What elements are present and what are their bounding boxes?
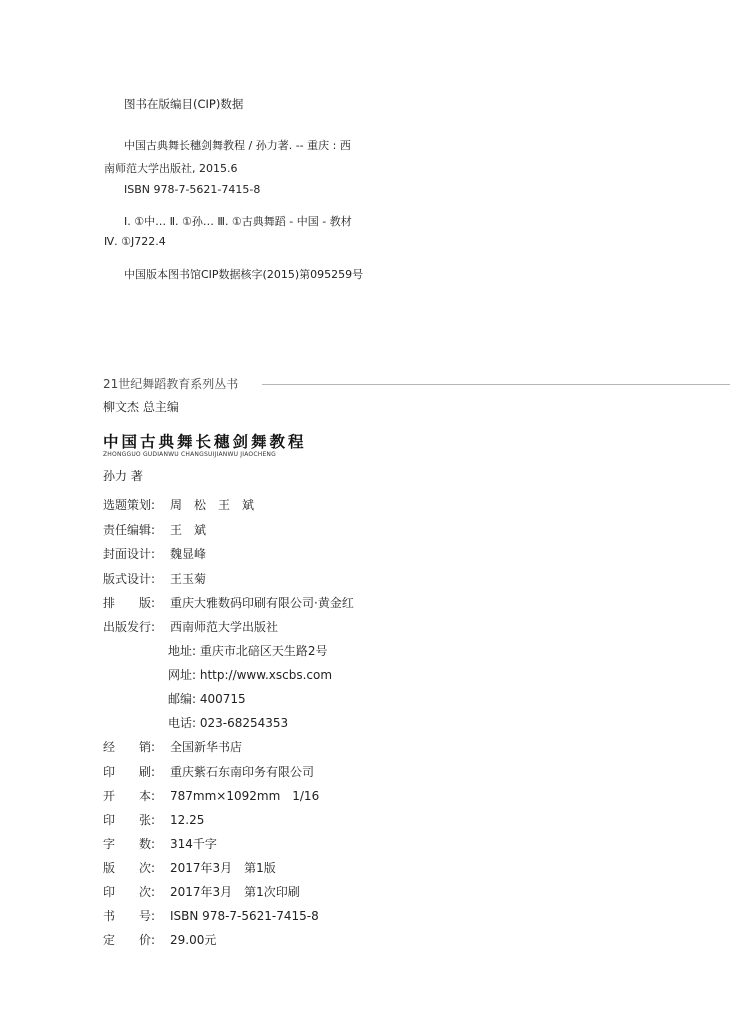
credit-label: 出版发行: — [103, 620, 156, 634]
spec-value: 全国新华书店 — [170, 740, 243, 754]
spec-row — [103, 883, 300, 900]
chief-editor: 柳文杰 总主编 — [103, 400, 179, 414]
spec-value: 2017年3月 第1次印刷 — [170, 885, 300, 899]
series-divider — [262, 384, 730, 385]
spec-label: 开 本: — [103, 789, 156, 803]
spec-label: 印 张: — [103, 813, 156, 827]
credit-label: 责任编辑: — [103, 523, 156, 537]
credit-label: 版式设计: — [103, 572, 156, 586]
spec-row — [103, 835, 217, 852]
cip-line-subjects: Ⅰ. ①中… Ⅱ. ①孙… Ⅲ. ①古典舞蹈 - 中国 - 教材 — [124, 215, 352, 228]
spec-row — [103, 907, 319, 924]
author: 孙力 著 — [103, 469, 143, 483]
spec-label: 印 刷: — [103, 765, 156, 779]
spec-label: 字 数: — [103, 837, 156, 851]
cip-line-publisher: 南师范大学出版社, 2015.6 — [104, 162, 238, 175]
credit-row — [103, 594, 354, 611]
cip-line-record-number: 中国版本图书馆CIP数据核字(2015)第095259号 — [124, 268, 364, 281]
spec-label: 印 次: — [103, 885, 156, 899]
spec-value: 29.00元 — [170, 933, 217, 947]
credit-value: 周 松 王 斌 — [170, 498, 255, 512]
credit-row — [103, 521, 206, 538]
credit-label: 封面设计: — [103, 547, 156, 561]
spec-label: 书 号: — [103, 909, 156, 923]
credit-value: 王玉菊 — [170, 572, 207, 586]
spec-label: 定 价: — [103, 933, 156, 947]
spec-label: 版 次: — [103, 861, 156, 875]
credit-value: 重庆大雅数码印刷有限公司·黄金红 — [170, 596, 354, 610]
spec-row — [103, 738, 242, 755]
spec-row — [103, 859, 276, 876]
credit-row — [103, 545, 206, 562]
cip-line-isbn: ISBN 978-7-5621-7415-8 — [124, 183, 261, 196]
publisher-address: 地址: 重庆市北碚区天生路2号 — [168, 644, 328, 658]
spec-row — [103, 931, 216, 948]
publisher-phone: 电话: 023-68254353 — [168, 716, 289, 730]
series-name: 21世纪舞蹈教育系列丛书 — [103, 377, 239, 391]
credit-label: 选题策划: — [103, 498, 156, 512]
book-title: 中国古典舞长穗剑舞教程 — [103, 432, 307, 451]
spec-row — [103, 763, 314, 780]
credit-row — [103, 496, 254, 513]
credit-row — [103, 618, 278, 635]
cip-line-classification: Ⅳ. ①J722.4 — [104, 235, 166, 248]
spec-value: 314千字 — [170, 837, 217, 851]
publisher-website: 网址: http://www.xscbs.com — [168, 668, 333, 682]
credit-value: 西南师范大学出版社 — [170, 620, 279, 634]
book-title-pinyin: ZHONGGUO GUDIANWU CHANGSUIJIANWU JIAOCHENG — [103, 451, 276, 458]
credit-label: 排 版: — [103, 596, 156, 610]
credit-value: 王 斌 — [170, 523, 207, 537]
spec-value: 2017年3月 第1版 — [170, 861, 276, 875]
credit-value: 魏显峰 — [170, 547, 207, 561]
credit-row — [103, 570, 206, 587]
spec-label: 经 销: — [103, 740, 156, 754]
spec-row — [103, 787, 319, 804]
cip-line-title-author: 中国古典舞长穗剑舞教程 / 孙力著. -- 重庆 : 西 — [124, 139, 351, 152]
spec-value: 12.25 — [170, 813, 205, 827]
spec-row — [103, 811, 204, 828]
cip-title: 图书在版编目(CIP)数据 — [124, 97, 244, 111]
spec-value: ISBN 978-7-5621-7415-8 — [170, 909, 319, 923]
spec-value: 787mm×1092mm 1/16 — [170, 789, 320, 803]
spec-value: 重庆紫石东南印务有限公司 — [170, 765, 315, 779]
publisher-postcode: 邮编: 400715 — [168, 692, 246, 706]
